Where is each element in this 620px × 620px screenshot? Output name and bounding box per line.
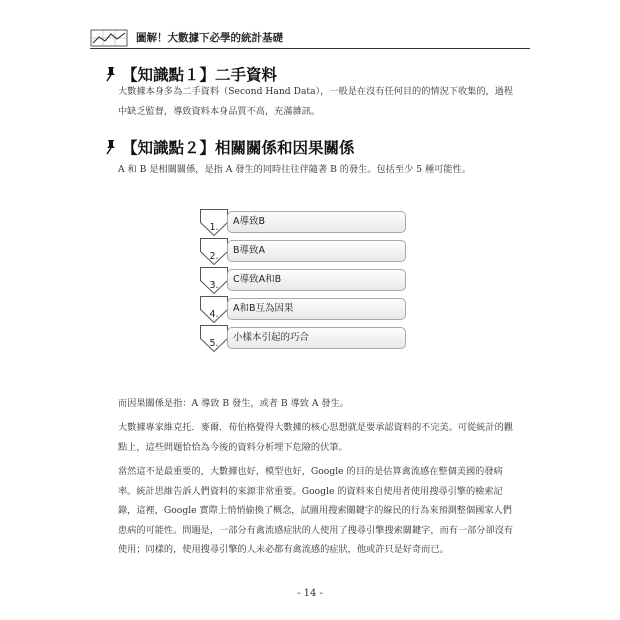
- pushpin-icon: [104, 66, 116, 82]
- diagram-step-number: 3.: [209, 280, 219, 291]
- section-heading-text: 【知識點１】二手資料: [122, 66, 278, 84]
- diagram-step-label: B導致A: [227, 240, 406, 262]
- paragraph: 當然這不是最重要的，大數據也好，模型也好，Google 的目的是估算禽流感在整個美國的發病率。統計思維告訴人們資料的來源非常重要。Google 的資料來自使用者使用搜尋引擎的檢索記錄，這裡，Google 實際上悄悄偷換了概念，試圖用搜索關鍵字的線民的行為來預測整個國家人們患病的可能性。問題是，一部分有禽流感症狀的人使用了搜尋引擎搜索關鍵字，而有一部分卻沒有使用；同樣的，使用搜尋引擎的人未必都有禽流感的症狀，他或許只是好奇而已。: [118, 466, 514, 555]
- body-para-1: [118, 394, 518, 414]
- paragraph: 大數據本身多為二手資料（Second Hand Data），一般是在沒有任何目的的情況下收集的，過程中缺乏監督，導致資料本身品質不高，充滿雜訊。: [118, 86, 514, 117]
- diagram-step-label: C導致A和B: [227, 269, 406, 291]
- section-heading-text: 【知識點２】相關關係和因果關係: [122, 139, 355, 157]
- diagram-step-number: 2.: [209, 251, 219, 262]
- diagram-step-label: A和B互為因果: [227, 298, 406, 320]
- body-para-2: [118, 418, 518, 457]
- diagram-step-1: [200, 209, 228, 236]
- paragraph: A 和 B 是相關關係，是指 A 發生的同時往往伴隨著 B 的發生。包括至少 5 種可能性。: [118, 164, 471, 175]
- diagram-step-label: 小樣本引起的巧合: [227, 327, 406, 349]
- header-rule: [90, 48, 530, 49]
- header-title: 圖解！大數據下必學的統計基礎: [136, 32, 283, 44]
- paragraph: 而因果關係是指：A 導致 B 發生，或者 B 導致 A 發生。: [118, 398, 349, 409]
- diagram-step-5: [200, 325, 228, 352]
- section-heading-2: [104, 136, 355, 158]
- diagram-step-3: [200, 267, 228, 294]
- section-2-body: [118, 160, 518, 180]
- section-1-body: [118, 82, 518, 121]
- running-header: [90, 28, 530, 50]
- possibilities-diagram: [200, 209, 410, 354]
- pushpin-icon: [104, 139, 116, 155]
- diagram-step-number: 1.: [209, 222, 219, 233]
- paragraph: 大數據專家維克托．麥爾．荀伯格覺得大數據的核心思想就是要承認資料的不完美。可從統計的觀點上，這些問題恰恰為今後的資料分析埋下危險的伏筆。: [118, 422, 514, 453]
- page-number: - 14 -: [297, 588, 323, 599]
- diagram-step-4: [200, 296, 228, 323]
- diagram-step-number: 5.: [209, 338, 219, 349]
- body-para-3: [118, 462, 518, 560]
- diagram-step-2: [200, 238, 228, 265]
- chart-book-icon: [90, 28, 130, 48]
- diagram-step-label: A導致B: [227, 211, 406, 233]
- diagram-step-number: 4.: [209, 309, 219, 320]
